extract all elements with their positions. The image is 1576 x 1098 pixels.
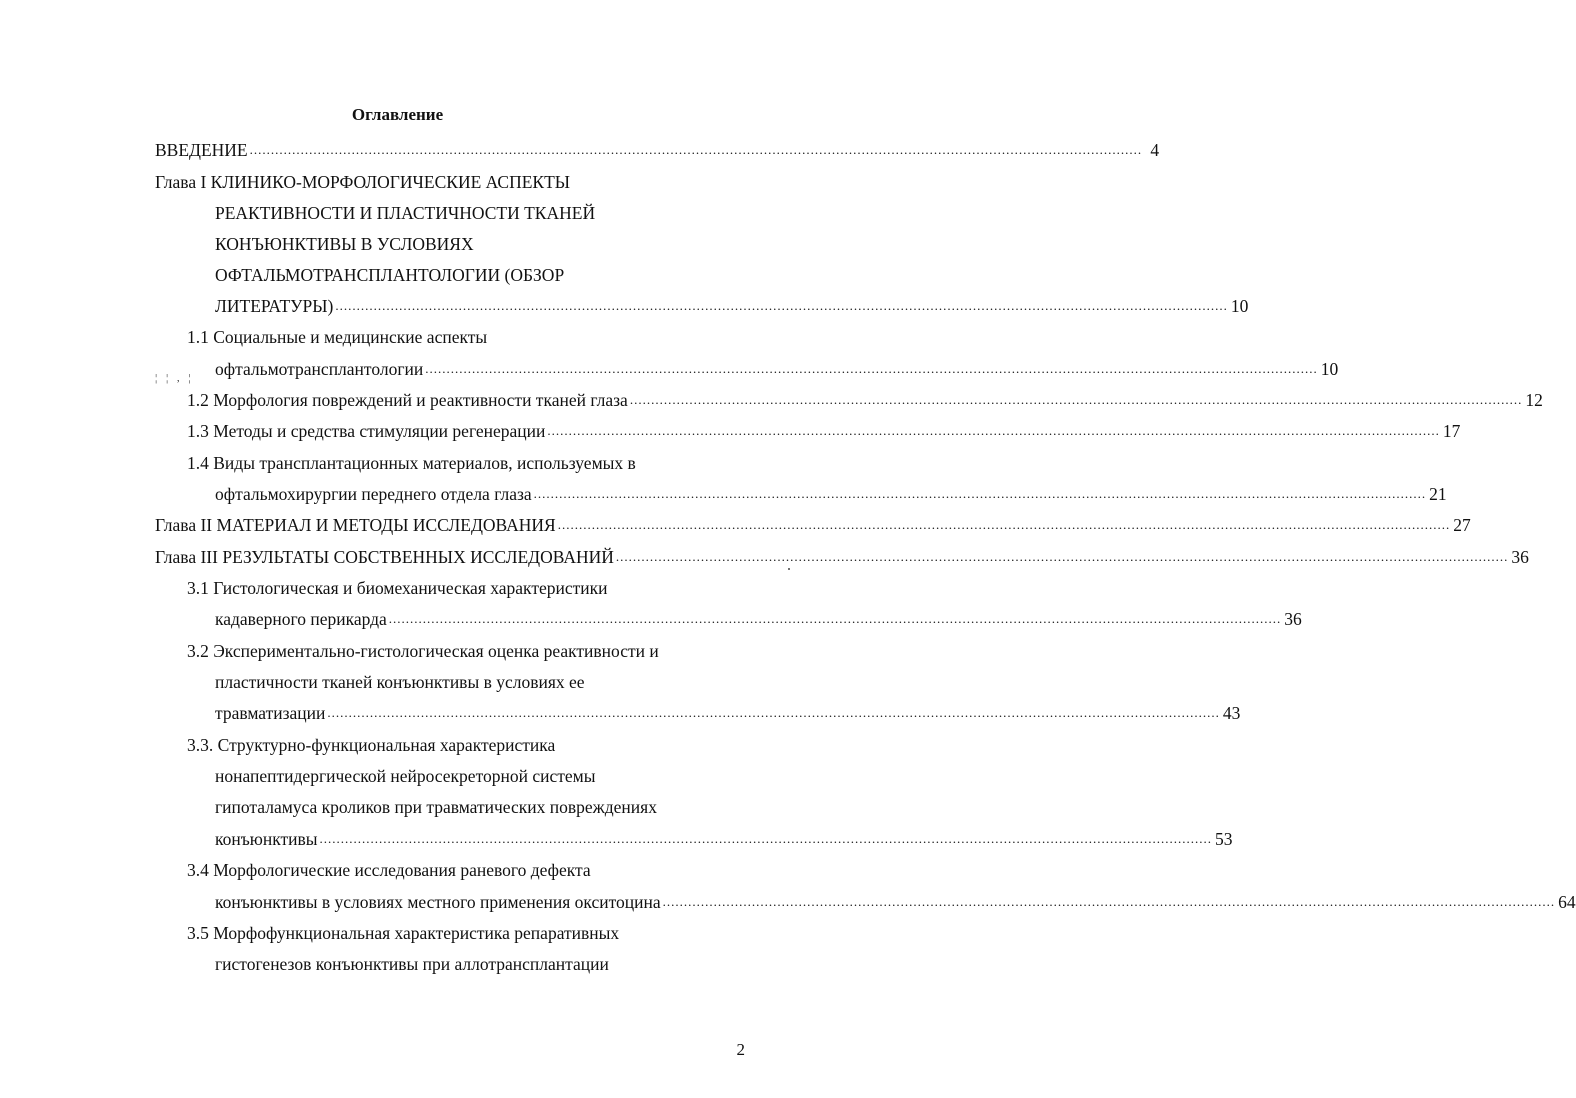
toc-entry [155, 136, 1160, 160]
toc-page-number: 27 [1453, 515, 1471, 535]
toc-page-number: 21 [1429, 484, 1447, 504]
toc-entry [215, 230, 474, 254]
toc-entry [215, 793, 657, 817]
toc-entry-text: ЛИТЕРАТУРЫ) [215, 296, 334, 316]
toc-entry [215, 762, 596, 786]
toc-entry-text: 1.3 Методы и средства стимуляции регенерации [187, 421, 546, 441]
toc-entry [215, 699, 1241, 723]
toc-entry [155, 511, 1471, 535]
toc-entry-text: 1.4 Виды трансплантационных материалов, используемых в [187, 453, 636, 473]
toc-entry [155, 543, 1529, 567]
toc-dot-leader: .................................................................................................................................................................................................................. [388, 611, 1282, 626]
toc-entry [187, 417, 1461, 441]
toc-entry-text: 1.2 Морфология повреждений и реактивности тканей глаза [187, 390, 628, 410]
toc-entry [187, 449, 636, 473]
toc-page-number: 36 [1284, 609, 1302, 629]
toc-entry [215, 261, 564, 285]
toc-page-number: 64 [1558, 892, 1576, 912]
toc-entry-text: ОФТАЛЬМОТРАНСПЛАНТОЛОГИИ (ОБЗОР [215, 265, 565, 285]
toc-entry [215, 950, 609, 974]
toc-entry [187, 386, 1543, 410]
toc-entry [215, 605, 1302, 629]
toc-entry-text: 3.1 Гистологическая и биомеханическая характеристики [187, 578, 608, 598]
toc-entry [215, 668, 585, 692]
toc-page-number: 12 [1525, 390, 1543, 410]
toc-entry-text: Глава II МАТЕРИАЛ И МЕТОДЫ ИССЛЕДОВАНИЯ [155, 515, 556, 535]
toc-dot-leader: .................................................................................................................................................................................................................. [662, 894, 1556, 909]
toc-entry [187, 919, 619, 943]
toc-entry-text: гистогенезов конъюнктивы при аллотрансплантации [215, 954, 609, 974]
toc-entry-text: 3.5 Морфофункциональная характеристика репаративных [187, 923, 620, 943]
toc-entry [215, 480, 1447, 504]
toc-entry [155, 168, 570, 192]
toc-entry-text: конъюнктивы [215, 829, 318, 849]
toc-entry [187, 731, 555, 755]
toc-entry [187, 637, 659, 661]
toc-entry [215, 199, 595, 223]
toc-entry-text: офтальмотрансплантологии [215, 359, 424, 379]
toc-entry-text: ВВЕДЕНИЕ [155, 140, 248, 160]
toc-page-number: 43 [1222, 703, 1241, 723]
toc-page-number: 4 [1150, 140, 1160, 160]
toc-entry [215, 825, 1233, 849]
toc-entry [187, 856, 591, 880]
toc-dot-leader: .................................................................................................................................................................................................................. [615, 549, 1509, 564]
toc-entry-text: офтальмохирургии переднего отдела глаза [215, 484, 532, 504]
toc-entry [187, 323, 487, 347]
toc-entry-text: Глава I КЛИНИКО-МОРФОЛОГИЧЕСКИЕ АСПЕКТЫ [155, 172, 571, 192]
toc-page-number: 53 [1215, 829, 1233, 849]
stray-scan-marks: ¦ ¦ , ¦ [155, 372, 194, 384]
toc-dot-leader: .................................................................................................................................................................................................................. [249, 142, 1143, 157]
toc-page-number: 10 [1320, 359, 1339, 379]
toc-dot-leader: .................................................................................................................................................................................................................. [533, 486, 1427, 501]
toc-entry-text: 3.3. Структурно-функциональная характеристика [187, 735, 556, 755]
toc-entry-text: Глава III РЕЗУЛЬТАТЫ СОБСТВЕННЫХ ИССЛЕДОВАНИЙ [155, 547, 614, 567]
toc-dot-leader: .................................................................................................................................................................................................................. [319, 831, 1213, 846]
scan-artifact-dot [788, 568, 790, 570]
toc-dot-leader: .................................................................................................................................................................................................................. [557, 517, 1451, 532]
toc-entry-text: РЕАКТИВНОСТИ И ПЛАСТИЧНОСТИ ТКАНЕЙ [215, 203, 596, 223]
toc-entry-text: гипоталамуса кроликов при травматических повреждениях [215, 797, 657, 817]
toc-page-number: 17 [1442, 421, 1461, 441]
toc-entry [215, 888, 1576, 912]
toc-entry [215, 292, 1249, 316]
toc-entry-text: 1.1 Социальные и медицинские аспекты [187, 327, 488, 347]
toc-dot-leader: .................................................................................................................................................................................................................. [425, 361, 1318, 376]
toc-entry-text: КОНЪЮНКТИВЫ В УСЛОВИЯХ [215, 234, 474, 254]
toc-dot-leader: .................................................................................................................................................................................................................. [547, 423, 1440, 438]
toc-entry-text: 3.2 Экспериментально-гистологическая оценка реактивности и [187, 641, 659, 661]
toc-entry-text: нонапептидергической нейросекреторной системы [215, 766, 596, 786]
page-number: 2 [736, 1040, 745, 1059]
toc-entry-text: конъюнктивы в условиях местного применения окситоцина [215, 892, 661, 912]
toc-page-number: 36 [1511, 547, 1529, 567]
toc-dot-leader: .................................................................................................................................................................................................................. [335, 298, 1228, 313]
toc-entry [187, 574, 608, 598]
toc-page-number: 10 [1230, 296, 1249, 316]
toc-entry-text: 3.4 Морфологические исследования раневого дефекта [187, 860, 591, 880]
toc-entry-text: травматизации [215, 703, 326, 723]
toc-dot-leader: .................................................................................................................................................................................................................. [327, 705, 1220, 720]
toc-dot-leader: .................................................................................................................................................................................................................. [629, 392, 1523, 407]
toc-entry [215, 355, 1339, 379]
toc-entry-text: кадаверного перикарда [215, 609, 387, 629]
page-title: Оглавление [351, 105, 444, 124]
toc-entry-text: пластичности тканей конъюнктивы в условиях ее [215, 672, 585, 692]
